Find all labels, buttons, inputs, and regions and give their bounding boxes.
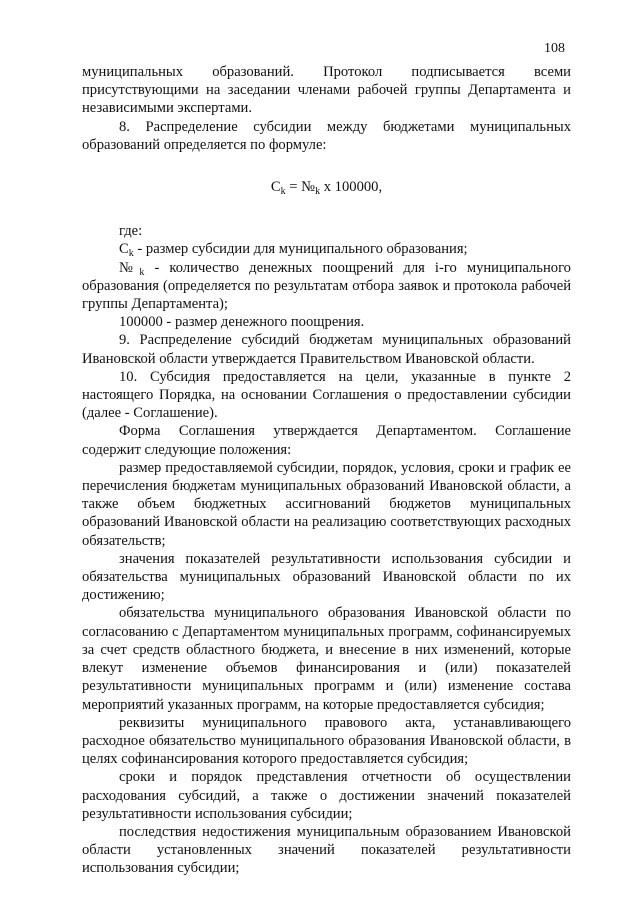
provision-reporting: сроки и порядок представления отчетности об осуществлении расходования субсидий, а также о достижении значений показателей результативности использования субсидии; — [82, 769, 571, 822]
paragraph-protocol: муниципальных образований. Протокол подписывается всеми присутствующими на заседании членами рабочей группы Департамента и независимыми экспертами. — [82, 64, 571, 117]
formula-c-sub: k — [280, 186, 286, 198]
formula-c: C — [270, 179, 281, 196]
paragraph-9: 9. Распределение субсидий бюджетам муниципальных образований Ивановской области утверждается Правительством Ивановской области. — [82, 332, 571, 367]
where-n-label: № — [119, 259, 140, 276]
where-amount: 100000 - размер денежного поощрения. — [119, 314, 365, 331]
where-c-definition — [82, 240, 571, 258]
where-n-definition — [82, 259, 571, 314]
provision-legal-act: реквизиты муниципального правового акта, устанавливающего расходное обязательство муниципального образования Ивановской области, в целях софинансирования которого предоставляется субсидия; — [82, 714, 571, 768]
formula-rest: x 100000, — [320, 179, 383, 196]
paragraph-8: 8. Распределение субсидии между бюджетами муниципальных образований определяется по формуле: — [82, 118, 571, 153]
where-c-label: C — [119, 241, 129, 258]
where-c-text: - размер субсидии для муниципального образования; — [133, 241, 468, 258]
formula-n-sub: k — [315, 186, 321, 198]
formula — [82, 178, 571, 196]
provision-subsidy-size: размер предоставляемой субсидии, порядок, условия, сроки и график ее перечисления бюджетам муниципальных образований Ивановской области, а также объем бюджетных ассигнований бюджетов муниципальных образований Ивановской области на реализацию соответствующих расходных обязательств; — [82, 459, 571, 549]
document-body — [82, 63, 571, 878]
provision-consequences: последствия недостижения муниципальным образованием Ивановской области установленных значений показателей результативности использования субсидии; — [82, 823, 571, 877]
paragraph-10: 10. Субсидия предоставляется на цели, указанные в пункте 2 настоящего Порядка, на основании Соглашения о предоставлении субсидии (далее - Соглашение). — [82, 368, 571, 422]
page-number: 108 — [544, 41, 565, 56]
where-n-text: - количество денежных поощрений для i-го муниципального образования (определяется по результатам отбора заявок и протокола рабочей группы Департамента); — [82, 259, 571, 313]
provision-obligations: обязательства муниципального образования Ивановской области по согласованию с Департаментом муниципальных программ, софинансируемых за счет средств областного бюджета, и внесение в них изменений, которые влекут изменение объемов финансирования и (или) показателей результативности муниципальных программ и (или) изменение состава мероприятий указанных программ, на которые предоставляется субсидия; — [82, 605, 571, 713]
where-intro: где: — [119, 223, 143, 240]
formula-mid: = № — [285, 179, 316, 196]
where-n-sub: k — [139, 266, 145, 278]
paragraph-agreement-form: Форма Соглашения утверждается Департаментом. Соглашение содержит следующие положения: — [82, 423, 571, 458]
provision-indicators: значения показателей результативности использования субсидии и обязательства муниципальных образований Ивановской области по их достижению; — [82, 550, 571, 604]
where-c-sub: k — [128, 248, 134, 260]
